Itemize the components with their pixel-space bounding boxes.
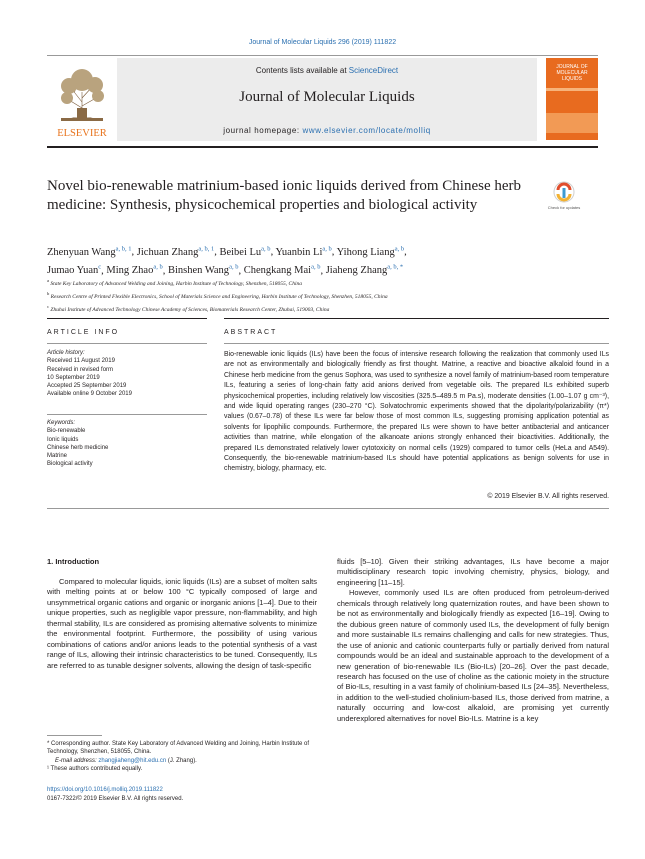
sciencedirect-link[interactable]: ScienceDirect [348,66,399,75]
abstract-top-rule [224,318,609,319]
keywords-rule [47,414,207,415]
affiliations [47,276,587,314]
keywords-label: Keywords: [47,420,76,426]
affiliation: $^a$ State Key Laboratory of Advanced Welding and Joining, Harbin Institute of Technology, Shenzhen, 518055, China [47,278,302,287]
author[interactable]: Jichuan Zhang$^{a, b, 1}$ [136,245,215,258]
history-entry: 10 September 2019 [47,374,100,381]
check-for-updates-label: Check for updates [547,205,581,210]
history-entry: Available online 9 October 2019 [47,391,132,398]
cover-title: JOURNAL OF MOLECULAR LIQUIDS [556,64,588,82]
keyword: Matrine [47,453,68,460]
email-link[interactable]: zhangjiaheng@hit.edu.cn [98,757,167,764]
keyword: Bio-renewable [47,428,86,435]
author[interactable]: Chengkang Mai$^{a, b}$ [243,263,321,276]
homepage-link[interactable]: www.elsevier.com/locate/molliq [302,126,431,135]
article-history [47,349,207,399]
keyword: Chinese herb medicine [47,444,109,451]
article-info-heading: ARTICLE INFO [47,329,120,336]
abstract-bottom-rule [47,508,609,509]
homepage-prefix: journal homepage: [223,126,303,135]
author[interactable]: Ming Zhao$^{a, b}$ [106,263,163,276]
author[interactable]: Yihong Liang$^{a, b}$ [336,245,405,258]
journal-cover-thumbnail[interactable] [546,58,598,140]
header-top-rule [47,55,598,56]
abstract-copyright: © 2019 Elsevier B.V. All rights reserved. [487,493,609,500]
issn-line: 0167-7322/© 2019 Elsevier B.V. All rights reserved. [47,795,184,802]
check-for-updates-badge[interactable] [549,181,579,214]
history-entry: Received in revised form [47,366,114,373]
history-label: Article history: [47,350,85,356]
intro-left-column [47,577,317,671]
cover-band [546,113,598,133]
footnote-rule [47,735,102,736]
article-info-rule [47,343,207,344]
doi-block [47,786,183,803]
cover-stripe [546,88,598,91]
affiliation: $^c$ Zhuhai Institute of Advanced Technology Chinese Academy of Sciences, Biomaterials Research Center, Zhuhai, 519003, China [47,303,330,313]
keyword: Biological activity [47,461,93,468]
article-title: Novel bio-renewable matrinium-based ionic liquids derived from Chinese herb medicine: Synthesis, physicochemical properties and biological activity [47,178,522,213]
abstract-text: Bio-renewable ionic liquids (ILs) have been the focus of intensive research following the realization that commonly used ILs are not as environmentally and biologically friendly as first thought. Matrine, a reactive and bioactive alkaloid found in a Chinese herb medicine from the genus Sophora, was used to synthesize a novel family of matrinium-based room temperature ILs, featuring a series of long-chain fatty acid anions derived from vegetable oils. The prepared ILs exhibited superb physicochemical properties, including relatively low viscosities (325.5–489.5 m Pa.s), moderate densities (1.00–1.07 g cm⁻³), and wide liquid operating ranges (230–270 °C). Solvatochromic experiments showed that the dipolarity/polarizability (π*) values (0.67–0.78) of these ILs were far below those of most common ILs, suggesting promising application potential as solvents for lipophilic compounds. Furthermore, the prepared ILs were shown to have better antibacterial and anticancer activities than matrine, while elongation of the alkanoate anions strongly enhanced their bioactivities. Additionally, the prepared ILs demonstrated relatively lower cytotoxicity on normal cells (1929) compared to tumor cells (HeLa and A549). Consequently, the bio-renewable matrinium-based ILs should have potential applications as benign solvents for use in chemistry, biology, pharmacy, etc. [224,351,609,473]
corresponding-author-note: * Corresponding author. State Key Laboratory of Advanced Welding and Joining, Harbin Institute of Technology, Shenzhen, 518055, China. [47,741,310,756]
journal-name: Journal of Molecular Liquids [239,89,415,105]
author[interactable]: Yuanbin Li$^{a, b}$ [275,245,332,258]
elsevier-logo[interactable] [47,58,117,142]
doi-link[interactable]: https://doi.org/10.1016/j.molliq.2019.111822 [47,787,163,793]
email-note: E-mail address: zhangjiaheng@hit.edu.cn (J. Zhang). [55,757,197,764]
author[interactable]: Beibei Lu$^{a, b}$ [219,245,271,258]
contents-prefix: Contents lists available at [255,66,349,75]
article-info-top-rule [47,318,207,319]
contents-line [117,66,537,75]
journal-homepage [117,126,537,135]
keyword: Ionic liquids [47,436,79,443]
history-entry: Received 11 August 2019 [47,358,115,365]
abstract-heading: ABSTRACT [224,329,278,336]
author[interactable]: Zhenyuan Wang$^{a, b, 1}$ [47,245,132,258]
footnotes [47,740,317,773]
author[interactable]: Binshen Wang$^{a, b}$ [167,263,239,276]
paragraph: fluids [5–10]. Given their striking advantages, ILs have become a major multidisciplinary research topic involving chemistry, physics, biology, and engineering [11–15]. [337,557,609,587]
abstract-rule [224,343,609,344]
history-entry: Accepted 25 September 2019 [47,383,127,390]
introduction-heading: 1. Introduction [47,557,100,566]
author-list: Zhenyuan Wang$^{a, b, 1}$, Jichuan Zhang$^{a, b, 1}$, Beibei Lu$^{a, b}$, Yuanbin Li$^{a, b}$, Yihong Liang$^{a, b}$, Jumao Yuan$^c$, Ming Zhao$^{a, b}$, Binshen Wang$^{a, b}$, Chengkang Mai$^{a, b}$, Jiaheng Zhang$^{a, b, *}$ [47,245,407,276]
intro-right-column [337,557,609,724]
paragraph: However, commonly used ILs are often produced from petroleum-derived chemicals through relatively long quaternization routes, and have been shown to be not as environmentally and biologically friendly as expected [16–19]. Owing to the dubious green nature of commonly used ILs, the development of fully benign and more sustainable ILs remains challenging and calls for new strategies. Thus, the use of anionic and cationic counterparts fully or partially derived from natural compounds would be an ideal and sustainable approach to the development of a new generation of bio-renewable ILs (Bio-ILs) [20–26]. Over the past decade, research has focused on the use of choline as the cationic moiety in the structure of Bio-ILs, resulting in a vast family of cholinium-based ILs [24–35]. Nevertheless, in addition to the well-studied cholinium-based ILs, those derived from matrine, a naturally occurring and low-cost alkaloid, are promising yet currently underexplored alternatives for novel Bio-ILs. Matrine is a key [337,588,609,723]
affiliation: $^b$ Research Centre of Printed Flexible Electronics, School of Materials Science and Engineering, Harbin Institute of Technology, Shenzhen, 518055, China [47,290,388,300]
elsevier-wordmark: ELSEVIER [57,128,107,139]
equal-contribution-note: ¹ These authors contributed equally. [47,765,143,772]
author[interactable]: Jiaheng Zhang$^{a, b, *}$ [325,263,404,276]
keywords [47,419,207,469]
author[interactable]: Jumao Yuan$^c$ [47,263,102,276]
journal-citation[interactable]: Journal of Molecular Liquids 296 (2019) 111822 [248,39,397,46]
header-bottom-rule [47,146,598,148]
paragraph: Compared to molecular liquids, ionic liquids (ILs) are a subset of molten salts with melting points at or below 100 °C typically composed of large and unsymmetrical organic cations and organic or inorganic anions [1–4]. Due to their unique properties, such as negligible vapor pressure, non-flammability, and high thermal stability, ILs are considered as promising alternative solvents to minimize the environmental footprint. Furthermore, the possibility of using various combinations of cations and/or anions leads to the potential synthesis of a vast range of ILs, allowing their intrinsic characteristics to be tuned. Consequently, ILs are referred to as tunable designer solvents, allowing the design of task-specific [47,577,317,670]
